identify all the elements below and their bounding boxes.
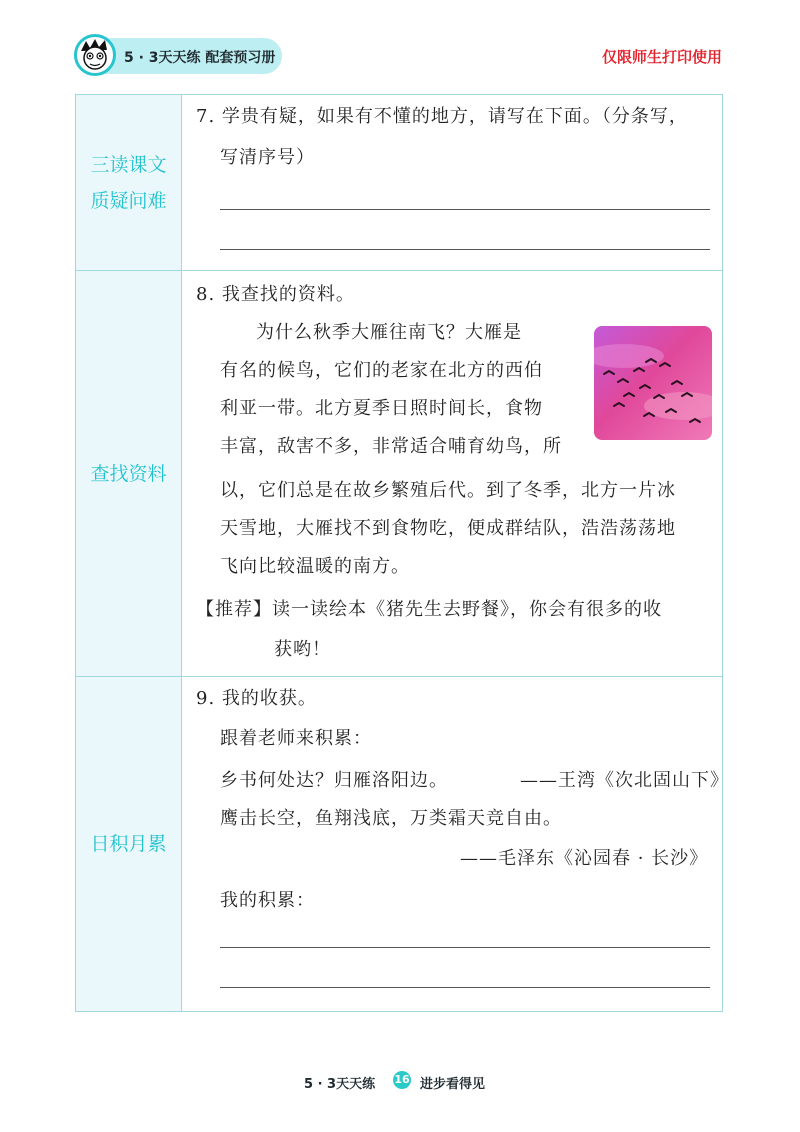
question-7-text: 7. 学贵有疑，如果有不懂的地方，请写在下面。（分条写， [196, 106, 688, 127]
section-content [182, 95, 722, 270]
paragraph-line: 为什么秋季大雁往南飞？大雁是 [256, 322, 522, 343]
answer-line[interactable] [220, 987, 710, 988]
intro-text: 跟着老师来积累： [220, 728, 372, 749]
paragraph-line: 飞向比较温暖的南方。 [220, 556, 410, 577]
poem-source: ——王湾《次北固山下》 [520, 770, 729, 791]
book-title: 5 · 3天天练 配套预习册 [124, 50, 276, 66]
answer-line[interactable] [220, 249, 710, 250]
section-label: 查找资料 [76, 271, 182, 676]
worksheet-table [75, 94, 729, 1012]
answer-line[interactable] [220, 209, 710, 210]
footer-brand: 5 · 3天天练 [304, 1077, 376, 1092]
question-9-title: 9. 我的收获。 [196, 688, 317, 709]
poem-quote: 鹰击长空，鱼翔浅底，万类霜天竞自由。 [220, 808, 562, 829]
recommendation: 【推荐】读一读绘本《猪先生去野餐》，你会有很多的收 [196, 599, 662, 620]
print-notice: 仅限师生打印使用 [601, 48, 722, 66]
answer-line[interactable] [220, 947, 710, 948]
paragraph-line: 以，它们总是在故乡繁殖后代。到了冬季，北方一片冰 [220, 480, 676, 501]
label-line: 三读课文 [90, 153, 167, 176]
geese-flying-photo [594, 326, 712, 440]
section-label [76, 95, 182, 270]
poem-quote: 乡书何处达？归雁洛阳边。 [220, 770, 448, 791]
section-question-doubts [76, 95, 722, 271]
section-content [182, 677, 729, 1011]
cartoon-mascot-icon [74, 34, 116, 76]
section-content [182, 271, 722, 676]
section-label: 日积月累 [76, 677, 182, 1011]
paragraph-line: 天雪地，大雁找不到食物吃，便成群结队，浩浩荡荡地 [220, 518, 676, 539]
poem-source: ——毛泽东《沁园春 · 长沙》 [460, 848, 709, 869]
section-accumulation [76, 677, 729, 1011]
paragraph-line: 利亚一带。北方夏季日照时间长，食物 [220, 398, 543, 419]
page-number: 16 [393, 1071, 411, 1089]
my-accumulation-label: 我的积累： [220, 890, 315, 911]
recommendation-cont: 获哟！ [274, 639, 331, 660]
paragraph-line: 丰富，敌害不多，非常适合哺育幼鸟，所 [220, 436, 562, 457]
label-line: 质疑问难 [90, 189, 167, 212]
section-research [76, 271, 722, 677]
question-7-text-cont: 写清序号） [220, 147, 315, 168]
paragraph-line: 有名的候鸟，它们的老家在北方的西伯 [220, 360, 543, 381]
footer-slogan: 进步看得见 [420, 1077, 486, 1092]
question-8-title: 8. 我查找的资料。 [196, 284, 355, 305]
